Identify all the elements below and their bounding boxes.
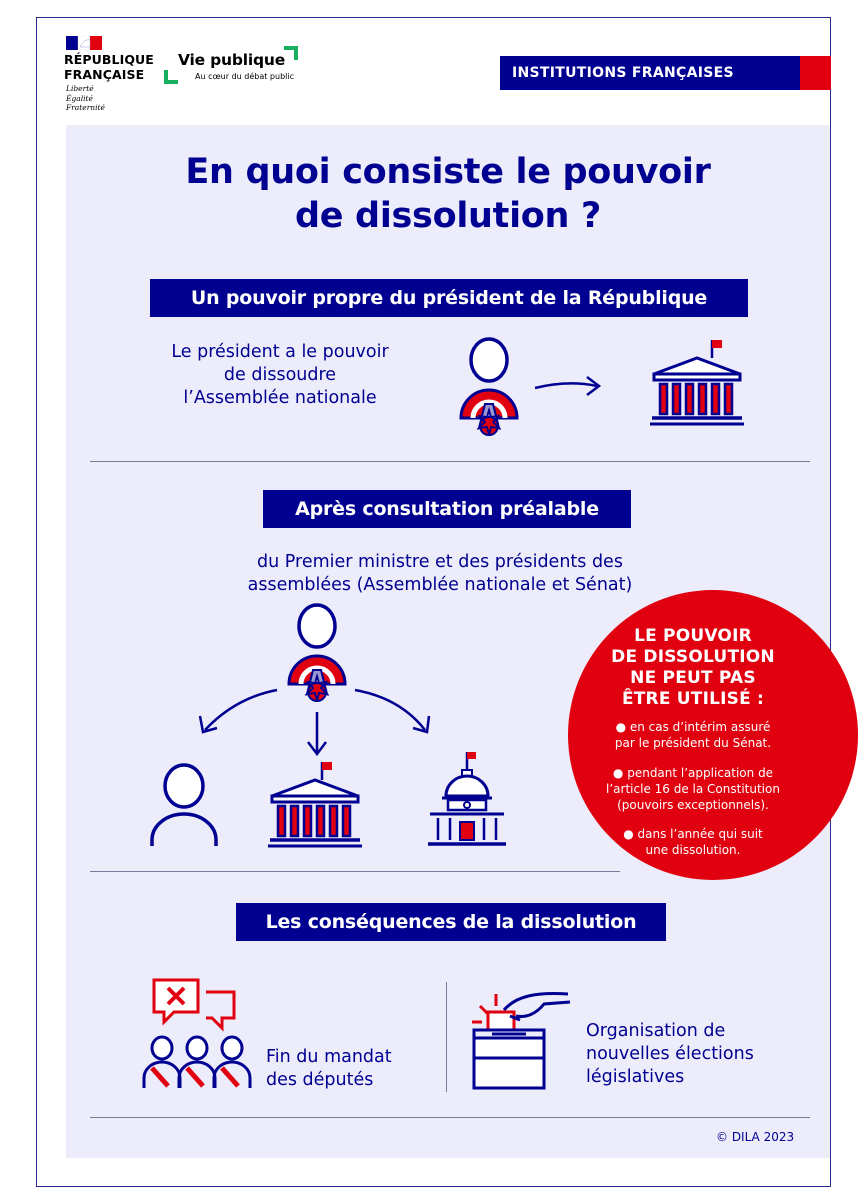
brand-title: Vie publique	[178, 51, 286, 69]
divider-1	[90, 461, 810, 462]
republic-name: RÉPUBLIQUE FRANÇAISE	[64, 52, 154, 82]
section2-heading	[263, 490, 631, 528]
category-banner-accent	[800, 56, 831, 90]
page-title: En quoi consiste le pouvoir de dissolution ?	[185, 152, 711, 236]
category-label: INSTITUTIONS FRANÇAISES	[512, 65, 734, 81]
consequence-end-mandate: Fin du mandat des députés	[266, 1047, 392, 1090]
republic-motto: Liberté Égalité Fraternité	[66, 84, 105, 112]
marianne-flag-icon	[66, 36, 102, 50]
arrows-branch-icon	[195, 686, 445, 758]
divider-2	[90, 871, 620, 872]
callout-item-interim: ● en cas d’intérim assuré par le président du Sénat.	[614, 720, 772, 750]
divider-3	[90, 1117, 810, 1118]
deputies-icon	[138, 974, 256, 1094]
consequences-divider	[446, 982, 447, 1092]
national-assembly-icon	[648, 336, 746, 428]
consequence-new-elections: Organisation de nouvelles élections législatives	[586, 1021, 754, 1087]
section3-heading	[236, 903, 666, 941]
copyright: © DILA 2023	[716, 1130, 795, 1144]
president-icon	[455, 338, 525, 450]
ballot-box-icon	[466, 986, 576, 1096]
section1-heading-label: Un pouvoir propre du président de la République	[190, 287, 708, 309]
category-banner	[500, 56, 800, 90]
callout-title: LE POUVOIR DE DISSOLUTION NE PEUT PAS ÊTRE UTILISÉ :	[611, 626, 775, 709]
section2-text: du Premier ministre et des présidents des assemblées (Assemblée nationale et Sénat)	[247, 552, 633, 595]
arrow-right-icon	[533, 372, 603, 402]
section1-heading	[150, 279, 748, 317]
section3-heading-label: Les conséquences de la dissolution	[265, 911, 637, 933]
section1-text: Le président a le pouvoir de dissoudre l’Assemblée nationale	[171, 342, 389, 408]
section2-heading-label: Après consultation préalable	[295, 498, 599, 520]
restriction-callout	[568, 590, 858, 880]
prime-minister-icon	[148, 764, 220, 850]
brand-subtitle: Au cœur du débat public	[195, 72, 294, 81]
callout-item-article16: ● pendant l’application de l’article 16 de la Constitution (pouvoirs exceptionnels).	[606, 766, 780, 812]
callout-item-year: ● dans l’année qui suit une dissolution.	[623, 827, 763, 857]
national-assembly-icon-2	[266, 758, 364, 850]
senate-icon	[426, 748, 508, 850]
